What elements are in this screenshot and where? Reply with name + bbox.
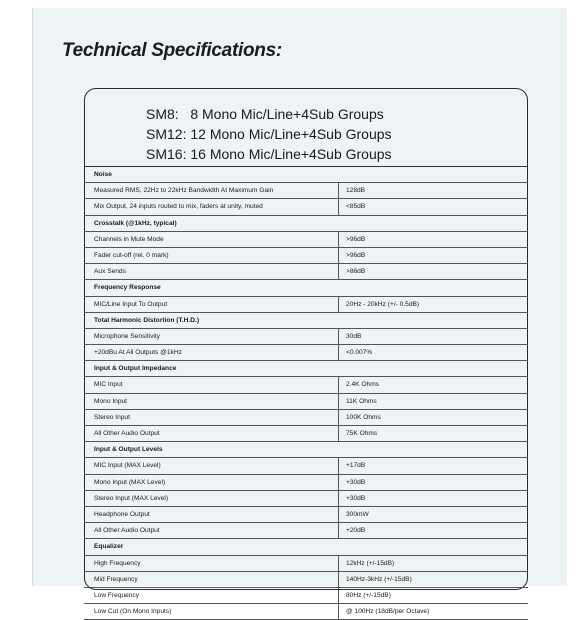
spec-label: MIC Input: [94, 381, 123, 389]
spec-label: Aux Sends: [94, 268, 126, 276]
spec-label: Crosstalk (@1kHz, typical): [94, 219, 177, 227]
column-divider: [338, 329, 339, 345]
spec-value: +20dB: [346, 527, 366, 535]
column-divider: [338, 556, 339, 572]
spec-label: Mono Input (MAX Level): [94, 478, 166, 486]
spec-label: Low Frequency: [94, 591, 140, 599]
column-divider: [338, 588, 339, 604]
spec-label: Stereo Input: [94, 413, 130, 421]
spec-value: 100K Ohms: [346, 413, 381, 421]
spec-section-header: [84, 216, 528, 232]
page-title: Technical Specifications:: [62, 40, 282, 61]
column-divider: [338, 523, 339, 539]
spec-label: Equalizer: [94, 543, 124, 551]
spec-row: [84, 377, 528, 393]
column-divider: [338, 491, 339, 507]
spec-row: [84, 556, 528, 572]
spec-label: Low Cut (On Mono Inputs): [94, 608, 172, 616]
spec-value: +30dB: [346, 478, 366, 486]
spec-value: +17dB: [346, 462, 366, 470]
spec-value: 2.4K Ohms: [346, 381, 379, 389]
spec-label: Mono Input: [94, 397, 127, 405]
spec-row: [84, 248, 528, 264]
spec-row: [84, 523, 528, 539]
spec-row: [84, 426, 528, 442]
spec-table: [84, 166, 528, 620]
spec-label: Microphone Sensitivity: [94, 332, 160, 340]
spec-label: Mix Output, 24 inputs routed to mix, faders at unity, muted: [94, 203, 263, 211]
column-divider: [338, 183, 339, 199]
spec-row: [84, 491, 528, 507]
spec-value: 140Hz-3kHz (+/-15dB): [346, 575, 412, 583]
spec-section-header: [84, 313, 528, 329]
spec-row: [84, 232, 528, 248]
spec-label: MIC Input (MAX Level): [94, 462, 161, 470]
spec-label: Mid Frequency: [94, 575, 138, 583]
spec-row: [84, 297, 528, 313]
column-divider: [338, 475, 339, 491]
column-divider: [338, 604, 339, 620]
spec-section-header: [84, 442, 528, 458]
spec-section-header: [84, 539, 528, 555]
column-divider: [338, 345, 339, 361]
spec-label: Input & Output Levels: [94, 446, 163, 454]
spec-value: 11K Ohms: [346, 397, 377, 405]
spec-label: Frequency Response: [94, 284, 161, 292]
spec-label: All Other Audio Output: [94, 527, 160, 535]
spec-label: Total Harmonic Distortion (T.H.D.): [94, 316, 200, 324]
spec-row: [84, 588, 528, 604]
spec-label: Input & Output Impedance: [94, 365, 177, 373]
spec-row: [84, 394, 528, 410]
spec-label: MIC/Line Input To Output: [94, 300, 168, 308]
spec-label: Noise: [94, 171, 112, 178]
spec-row: [84, 458, 528, 474]
spec-label: High Frequency: [94, 559, 141, 567]
spec-row: [84, 475, 528, 491]
column-divider: [338, 232, 339, 248]
spec-value: 12kHz (+/-15dB): [346, 559, 395, 567]
column-divider: [338, 426, 339, 442]
column-divider: [338, 410, 339, 426]
spec-value: 300mW: [346, 510, 369, 518]
spec-row: [84, 410, 528, 426]
model-line-sm8: SM8: 8 Mono Mic/Line+4Sub Groups: [146, 106, 384, 122]
spec-section-header: [84, 361, 528, 377]
column-divider: [338, 264, 339, 280]
spec-label: Stereo Input (MAX Level): [94, 494, 169, 502]
spec-value: +30dB: [346, 494, 366, 502]
spec-row: [84, 507, 528, 523]
spec-label: All Other Audio Output: [94, 430, 160, 437]
column-divider: [338, 248, 339, 264]
model-line-sm12: SM12: 12 Mono Mic/Line+4Sub Groups: [146, 126, 392, 142]
spec-value: >86dB: [346, 268, 366, 276]
spec-row: [84, 345, 528, 361]
spec-value: >96dB: [346, 251, 366, 259]
column-divider: [338, 377, 339, 393]
spec-label: +20dBu At All Outputs @1kHz: [94, 349, 182, 357]
spec-value: 75K Ohms: [346, 430, 378, 437]
column-divider: [338, 458, 339, 474]
spec-section-header: [84, 280, 528, 296]
spec-value: 30dB: [346, 332, 362, 340]
spec-row: [84, 329, 528, 345]
spec-label: Measured RMS, 22Hz to 22kHz Bandwidth At Maximum Gain: [94, 187, 274, 195]
spec-row: [84, 264, 528, 280]
spec-row: [84, 572, 528, 588]
column-divider: [338, 297, 339, 313]
spec-label: Headphone Output: [94, 510, 150, 518]
column-divider: [338, 572, 339, 588]
spec-value: 20Hz - 20kHz (+/- 0.5dB): [346, 300, 420, 308]
spec-row: [84, 183, 528, 199]
column-divider: [338, 199, 339, 215]
spec-value: @ 100Hz (18dB/per Octave): [346, 608, 430, 616]
spec-value: 128dB: [346, 187, 366, 195]
spec-label: Fader cut-off (rel. 0 mark): [94, 251, 169, 259]
column-divider: [338, 507, 339, 523]
spec-value: 80Hz (+/-15dB): [346, 591, 391, 599]
spec-row: [84, 199, 528, 215]
spec-row: [84, 604, 528, 620]
spec-label: Channels in Mute Mode: [94, 235, 164, 243]
spec-section-header: [84, 167, 528, 183]
spec-value: <0.007%: [346, 349, 373, 357]
model-line-sm16: SM16: 16 Mono Mic/Line+4Sub Groups: [146, 146, 392, 162]
spec-value: >96dB: [346, 235, 366, 243]
spec-value: <85dB: [346, 203, 366, 211]
column-divider: [338, 394, 339, 410]
